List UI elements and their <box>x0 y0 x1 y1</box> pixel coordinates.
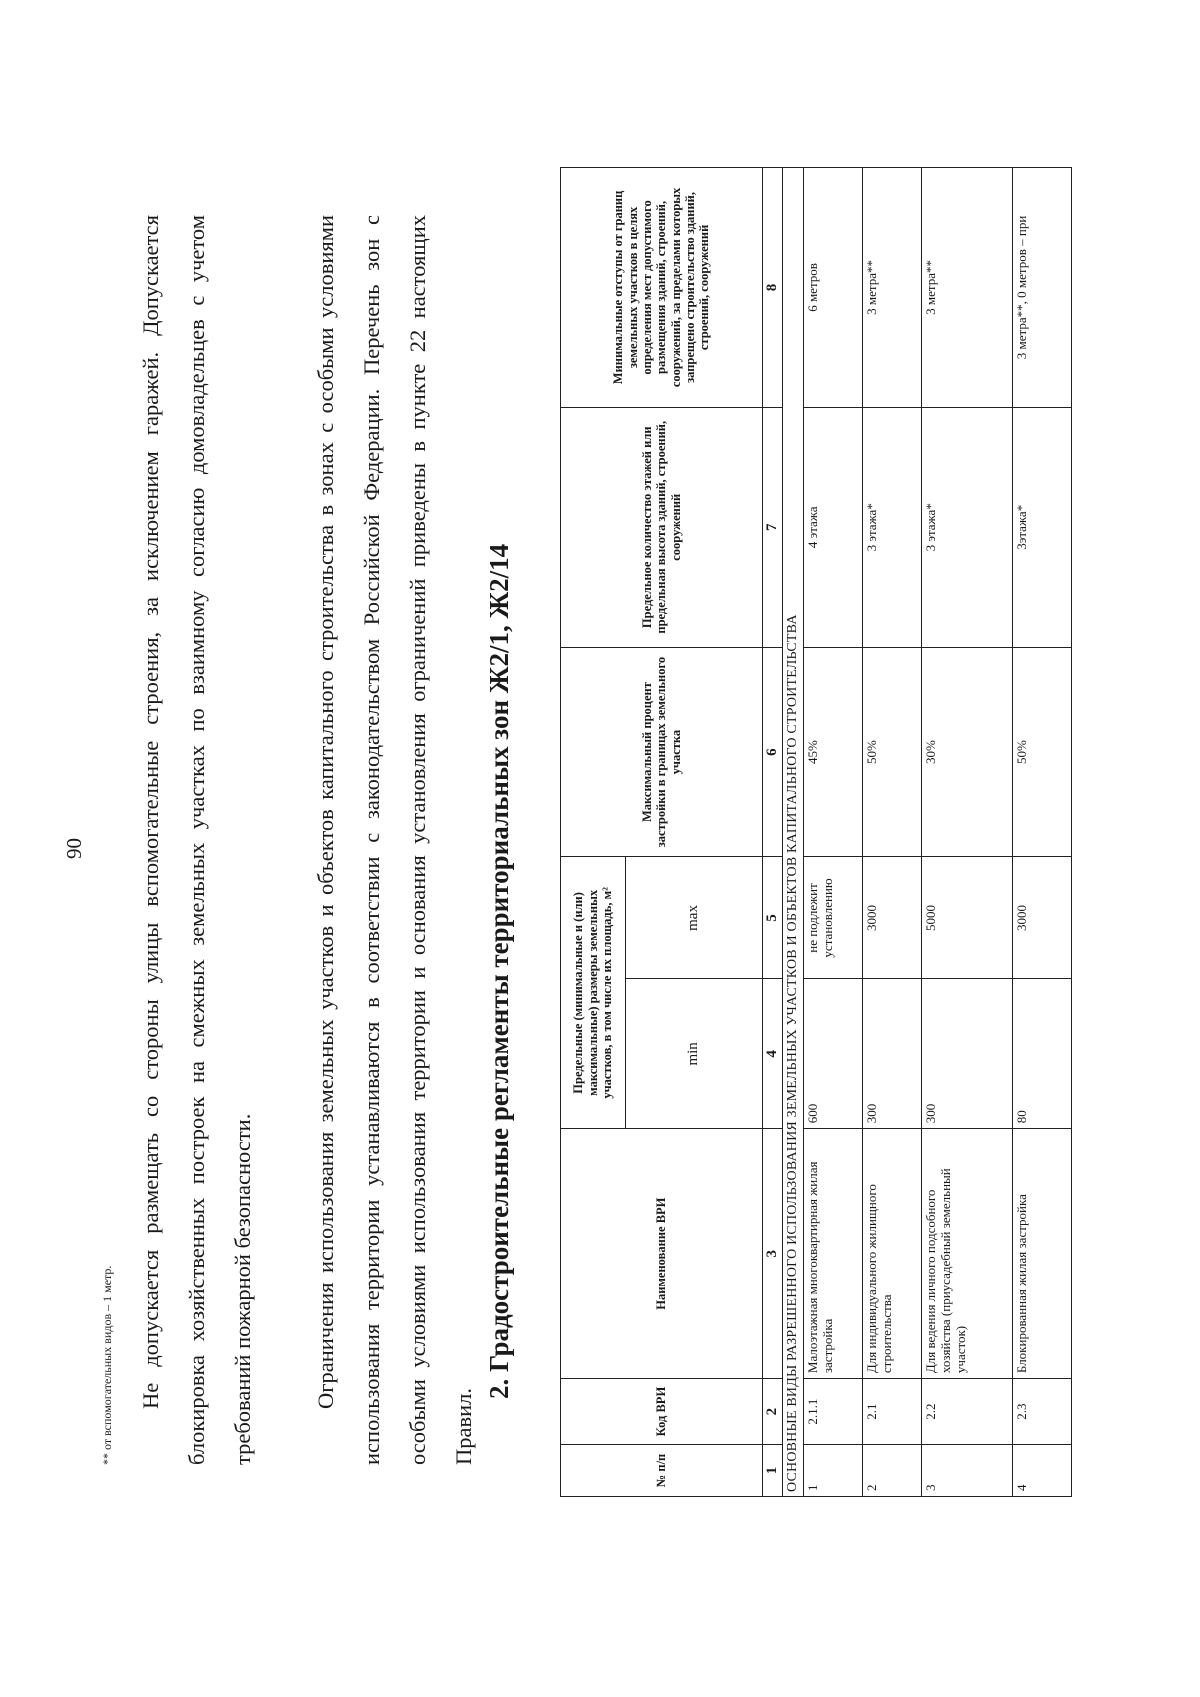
table-row <box>804 168 863 1497</box>
cell-max: 5000 <box>922 857 1013 979</box>
header-num: № п/п <box>561 1445 763 1497</box>
column-number: 4 <box>763 979 783 1129</box>
cell-min: 300 <box>922 979 1013 1129</box>
cell-min: 600 <box>804 979 863 1129</box>
paragraph-text: Не допускается размещать со стороны улицы вспомогательные строения, за исключением гаражей. Допускается блокировка хозяйственных построек на смежных земельных участках по взаимному согласию домовладельцев с учетом требований пожарной безопасности. <box>138 215 255 1465</box>
cell-min: 80 <box>1013 979 1072 1129</box>
header-percent: Максимальный процент застройки в границах земельного участка <box>561 647 763 857</box>
page-number: 90 <box>62 838 86 859</box>
column-number: 3 <box>763 1129 783 1379</box>
cell-num: 3 <box>922 1445 1013 1497</box>
cell-floors: 3 этажа* <box>863 407 922 647</box>
cell-floors: 3 этажа* <box>922 407 1013 647</box>
paragraph-garages <box>128 215 266 1465</box>
cell-max: не подлежит установлению <box>804 857 863 979</box>
regulations-table <box>560 167 1072 1497</box>
section-title: 2. Градостроительные регламенты территориальных зон Ж2/1, Ж2/14 <box>484 543 514 1399</box>
cell-code: 2.2 <box>922 1379 1013 1445</box>
cell-code: 2.1 <box>863 1379 922 1445</box>
column-number: 1 <box>763 1445 783 1497</box>
cell-min: 300 <box>863 979 922 1129</box>
header-max: max <box>626 857 763 979</box>
table-row <box>863 168 922 1497</box>
table-row <box>1013 168 1072 1497</box>
cell-max: 3000 <box>1013 857 1072 979</box>
column-number: 2 <box>763 1379 783 1445</box>
cell-floors: 3этажа* <box>1013 407 1072 647</box>
cell-name: Для индивидуального жилищного строительства <box>863 1129 922 1379</box>
column-number: 7 <box>763 407 783 647</box>
table-row <box>922 168 1013 1497</box>
column-number: 8 <box>763 168 783 408</box>
cell-percent: 50% <box>863 647 922 857</box>
header-code: Код ВРИ <box>561 1379 763 1445</box>
column-numbers-row <box>763 168 783 1497</box>
cell-max: 3000 <box>863 857 922 979</box>
cell-setback: 3 метра** <box>922 168 1013 408</box>
column-number: 5 <box>763 857 783 979</box>
table-header-row <box>561 168 626 1497</box>
paragraph-text: Ограничения использования земельных участков и объектов капитального строительства в зонах с особыми условиями использования территории устанавливаются в соответствии с законодательством Российской Федерации. Перечень зон с особыми условиями использования территории и основания установления ограничений приведены в пункте 22 настоящих Правил. <box>313 215 476 1465</box>
cell-floors: 4 этажа <box>804 407 863 647</box>
cell-percent: 30% <box>922 647 1013 857</box>
cell-num: 4 <box>1013 1445 1072 1497</box>
cell-percent: 50% <box>1013 647 1072 857</box>
cell-code: 2.1.1 <box>804 1379 863 1445</box>
cell-name: Блокированная жилая застройка <box>1013 1129 1072 1379</box>
section-label: ОСНОВНЫЕ ВИДЫ РАЗРЕШЕННОГО ИСПОЛЬЗОВАНИЯ ЗЕМЕЛЬНЫХ УЧАСТКОВ И ОБЪЕКТОВ КАПИТАЛЬНОГО СТРОИТЕЛЬСТВА <box>783 168 804 1497</box>
cell-name: Малоэтажная многоквартирная жилая застройка <box>804 1129 863 1379</box>
cell-num: 2 <box>863 1445 922 1497</box>
column-number: 6 <box>763 647 783 857</box>
cell-setback: 3 метра**, 0 метров – при <box>1013 168 1072 408</box>
header-min: min <box>626 979 763 1129</box>
cell-num: 1 <box>804 1445 863 1497</box>
header-name: Наименование ВРИ <box>561 1129 763 1379</box>
cell-percent: 45% <box>804 647 863 857</box>
cell-name: Для ведения личного подсобного хозяйства (приусадебный земельный участок) <box>922 1129 1013 1379</box>
cell-setback: 3 метра** <box>863 168 922 408</box>
paragraph-restrictions <box>303 215 487 1465</box>
header-floors: Предельное количество этажей или предельная высота зданий, строений, сооружений <box>561 407 763 647</box>
cell-code: 2.3 <box>1013 1379 1072 1445</box>
cell-setback: 6 метров <box>804 168 863 408</box>
section-row <box>783 168 804 1497</box>
header-setbacks: Минимальные отступы от границ земельных участков в целях определения мест допустимого размещения зданий, строений, сооружений, за пределами которых запрещено строительство зданий, строений, сооружений <box>561 168 763 408</box>
header-sizes: Предельные (минимальные и (или) максимальные) размеры земельных участков, в том числе их площадь, м² <box>561 857 626 1129</box>
footnote: ** от вспомогательных видов – 1 метр. <box>100 1265 114 1465</box>
